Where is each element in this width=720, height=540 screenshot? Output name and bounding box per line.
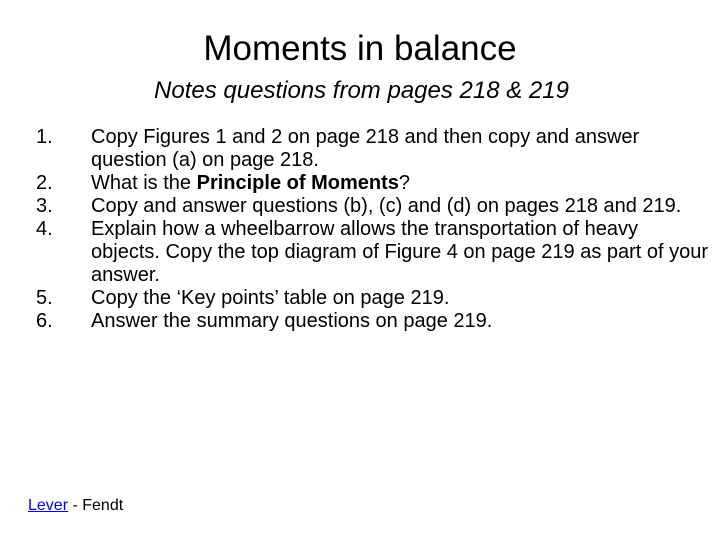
item-text: Copy the ‘Key points’ table on page 219.	[91, 287, 450, 309]
lever-link[interactable]: Lever	[28, 497, 69, 514]
item-number: 2.	[36, 172, 53, 194]
subtitle-text: Notes questions from pages 218 & 219	[154, 77, 569, 104]
item-text: Explain how a wheelbarrow allows the transportation of heavy objects. Copy the top diagram of Figure 4 on page 219 as part of your answer.	[91, 218, 709, 286]
list-item	[0, 218, 720, 287]
list-item	[0, 195, 720, 218]
list-item	[0, 172, 720, 195]
item-number: 6.	[36, 310, 53, 332]
item-number: 5.	[36, 287, 53, 309]
slide-title: Moments in balance	[203, 29, 517, 68]
item-text: Copy and answer questions (b), (c) and (d) on pages 218 and 219.	[91, 195, 682, 217]
list-item	[0, 126, 720, 172]
item-text: Copy Figures 1 and 2 on page 218 and then copy and answer question (a) on page 218.	[91, 126, 640, 171]
footer-author: Fendt	[82, 497, 124, 514]
question-list	[0, 126, 720, 333]
principle-of-moments-term: Principle of Moments	[196, 172, 399, 194]
list-item	[0, 287, 720, 310]
footer-credit	[28, 495, 123, 517]
item-number: 3.	[36, 195, 53, 217]
item-text: Answer the summary questions on page 219.	[91, 310, 493, 332]
item-text-pre: What is the	[91, 172, 197, 194]
item-text-post: ?	[398, 172, 410, 194]
item-number: 1.	[36, 126, 53, 148]
list-item	[0, 310, 720, 333]
item-text	[91, 172, 711, 195]
item-number: 4.	[36, 218, 53, 240]
footer-separator: -	[68, 497, 83, 514]
slide-subtitle	[0, 76, 720, 106]
